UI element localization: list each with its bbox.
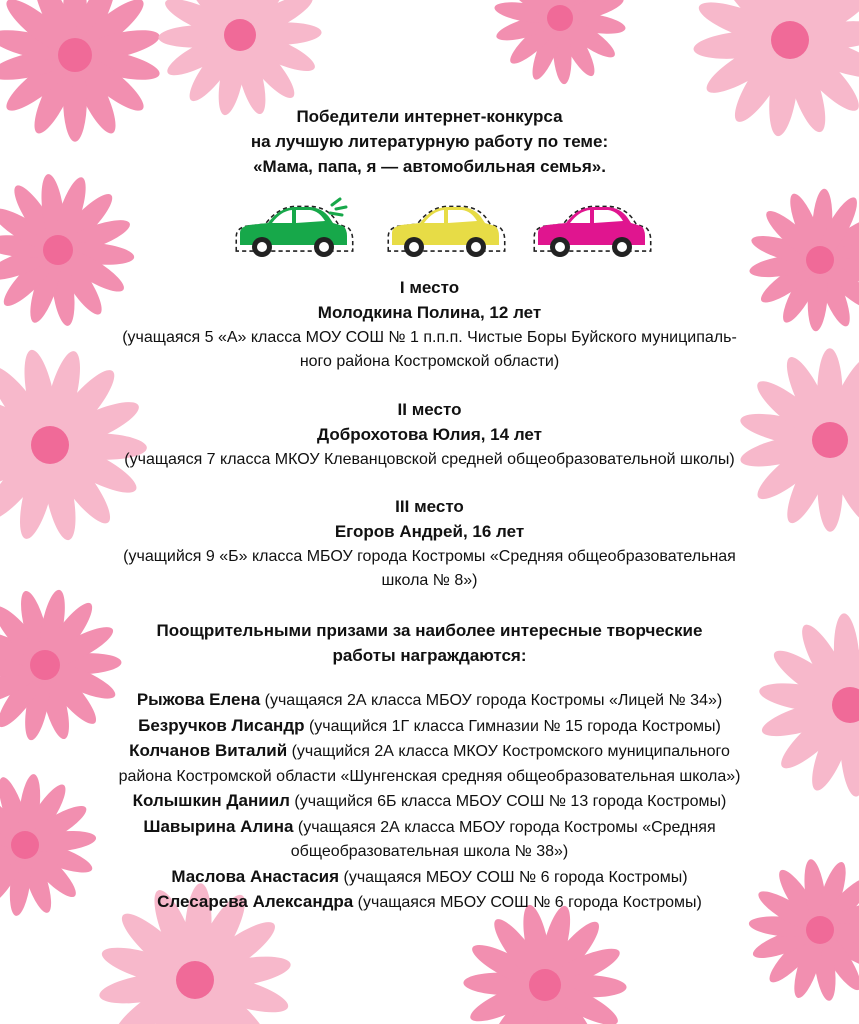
yellow-car-icon xyxy=(384,195,508,265)
winner-name: Слесарева Александра xyxy=(157,892,354,911)
place-rank: I место xyxy=(399,278,460,297)
announcement-title xyxy=(0,104,859,179)
encouragement-winners-list xyxy=(60,688,799,916)
winner-name: Шавырина Алина xyxy=(143,816,294,836)
list-item xyxy=(60,865,799,891)
list-item xyxy=(60,688,799,714)
title-line-3: «Мама, папа, я — автомобильная семья». xyxy=(253,157,606,176)
winner-info: (учащаяся 2А класса МБОУ города Костромы «Лицей № 34») xyxy=(260,692,723,709)
place-winner-desc-line-1: (учащаяся 5 «А» класса МОУ СОШ № 1 п.п.п. Чистые Боры Буйского муниципаль- xyxy=(122,329,737,346)
place-winner-name: Доброхотова Юлия, 14 лет xyxy=(317,425,542,444)
winner-name: Маслова Анастасия xyxy=(171,866,340,886)
flower-icon xyxy=(158,0,322,117)
place-winner-desc-line-1: (учащаяся 7 класса МКОУ Клеванцовской средней общеобразовательной школы) xyxy=(124,451,735,468)
list-item xyxy=(60,890,799,916)
winner-name: Рыжова Елена xyxy=(136,690,261,709)
car-illustrations xyxy=(0,195,859,270)
flower-icon xyxy=(493,0,627,85)
winner-info: (учащийся 2А класса МКОУ Костромского муниципального xyxy=(287,743,730,760)
winner-info: (учащийся 1Г класса Гимназии № 15 города Костромы) xyxy=(304,717,721,735)
place-winner-desc-line-2: школа № 8») xyxy=(381,572,478,589)
place-winner-desc-line-2: ного района Костромской области) xyxy=(299,353,560,370)
place-winner-desc-line-1: (учащийся 9 «Б» класса МБОУ города Костромы «Средняя общеобразовательная xyxy=(123,548,736,565)
list-item xyxy=(60,739,799,789)
place-winner-name: Молодкина Полина, 12 лет xyxy=(317,303,542,322)
winner-info-continued: общеобразовательная школа № 38») xyxy=(290,843,569,860)
winner-info: (учащийся 6Б класса МБОУ СОШ № 13 города Костромы) xyxy=(289,793,727,810)
first-place xyxy=(60,275,799,374)
list-item xyxy=(60,789,799,815)
winner-info-continued: района Костромской области «Шунгенская средняя общеобразовательная школа») xyxy=(118,767,741,785)
second-place xyxy=(60,397,799,472)
title-line-1: Победители интернет-конкурса xyxy=(296,107,563,126)
encouragement-line-1: Поощрительными призами за наиболее интересные творческие xyxy=(156,621,703,640)
encouragement-line-2: работы награждаются: xyxy=(332,646,527,665)
winner-info: (учащаяся 2А класса МБОУ города Костромы «Средняя xyxy=(293,818,716,836)
winner-name: Безручков Лисандр xyxy=(138,715,305,735)
flower-icon xyxy=(463,903,627,1024)
winner-name: Колышкин Даниил xyxy=(132,791,290,810)
winner-name: Колчанов Виталий xyxy=(129,741,288,760)
green-car-icon xyxy=(232,195,356,265)
encouragement-heading xyxy=(60,618,799,668)
title-line-2: на лучшую литературную работу по теме: xyxy=(250,132,609,151)
place-rank: III место xyxy=(395,497,464,516)
third-place xyxy=(60,494,799,593)
place-rank: II место xyxy=(397,400,462,419)
winner-info: (учащаяся МБОУ СОШ № 6 города Костромы) xyxy=(353,894,702,911)
list-item xyxy=(60,815,799,865)
magenta-car-icon xyxy=(530,195,654,265)
winner-info: (учащаяся МБОУ СОШ № 6 города Костромы) xyxy=(339,868,688,886)
list-item xyxy=(60,714,799,740)
place-winner-name: Егоров Андрей, 16 лет xyxy=(334,522,525,541)
